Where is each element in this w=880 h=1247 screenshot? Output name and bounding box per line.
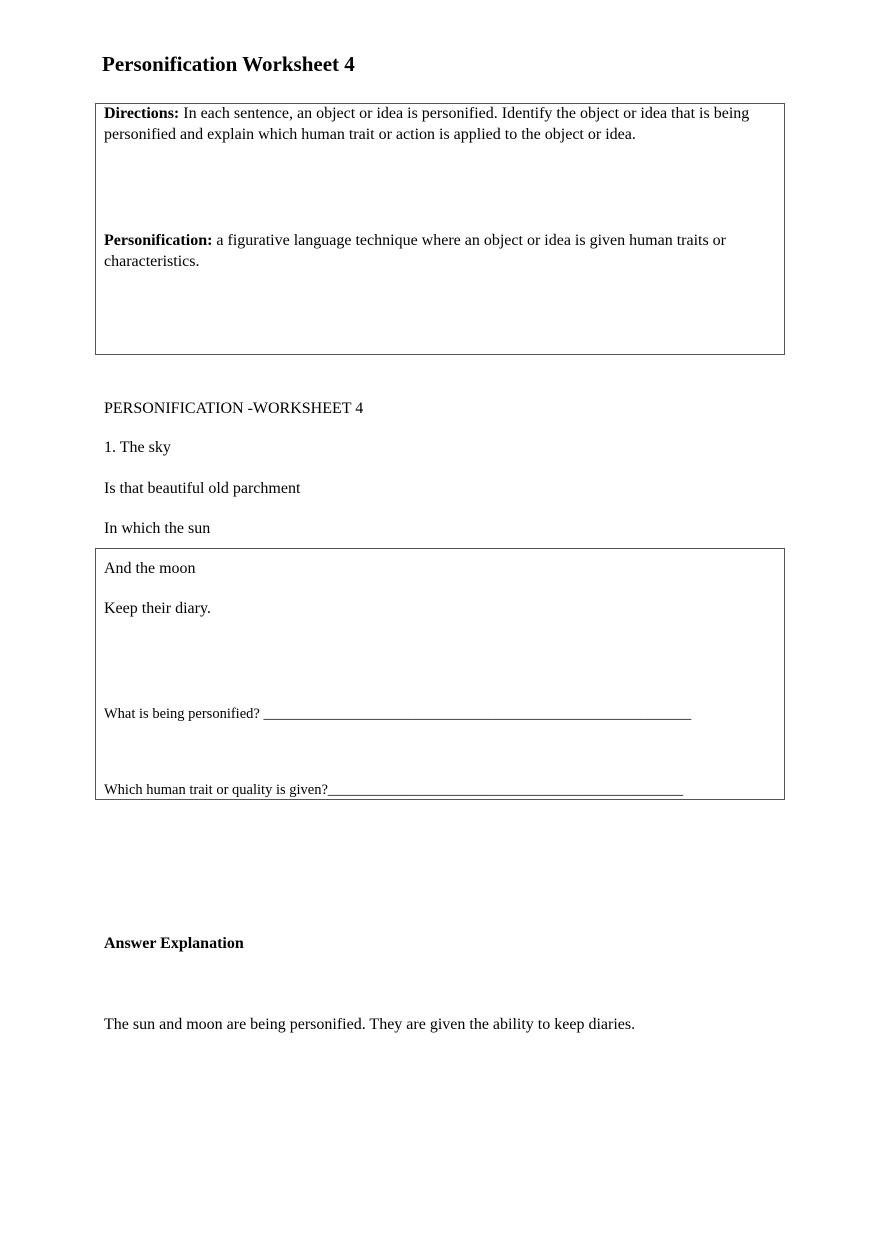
directions-label: Directions: bbox=[104, 105, 180, 122]
page-title: Personification Worksheet 4 bbox=[102, 52, 355, 76]
poem-line-1: 1. The sky bbox=[104, 439, 171, 456]
directions-paragraph bbox=[104, 104, 780, 145]
poem-line-2: Is that beautiful old parchment bbox=[104, 480, 301, 497]
question-human-trait: Which human trait or quality is given?_________________________________________________ bbox=[104, 782, 684, 798]
poem-line-4: And the moon bbox=[104, 560, 196, 577]
section-heading: PERSONIFICATION -WORKSHEET 4 bbox=[104, 400, 364, 417]
directions-text: In each sentence, an object or idea is personified. Identify the object or idea that is being personified and explain which human trait or action is applied to the object or idea. bbox=[104, 105, 750, 143]
answer-text: The sun and moon are being personified. They are given the ability to keep diaries. bbox=[104, 1016, 636, 1033]
question-box bbox=[95, 548, 785, 800]
definition-text: a figurative language technique where an object or idea is given human traits or characteristics. bbox=[104, 232, 727, 270]
answer-heading: Answer Explanation bbox=[104, 935, 244, 952]
poem-line-3: In which the sun bbox=[104, 520, 211, 537]
poem-line-5: Keep their diary. bbox=[104, 600, 211, 617]
question-personified: What is being personified? ___________________________________________________________ bbox=[104, 706, 692, 722]
definition-paragraph bbox=[104, 231, 780, 272]
definition-label: Personification: bbox=[104, 232, 213, 249]
